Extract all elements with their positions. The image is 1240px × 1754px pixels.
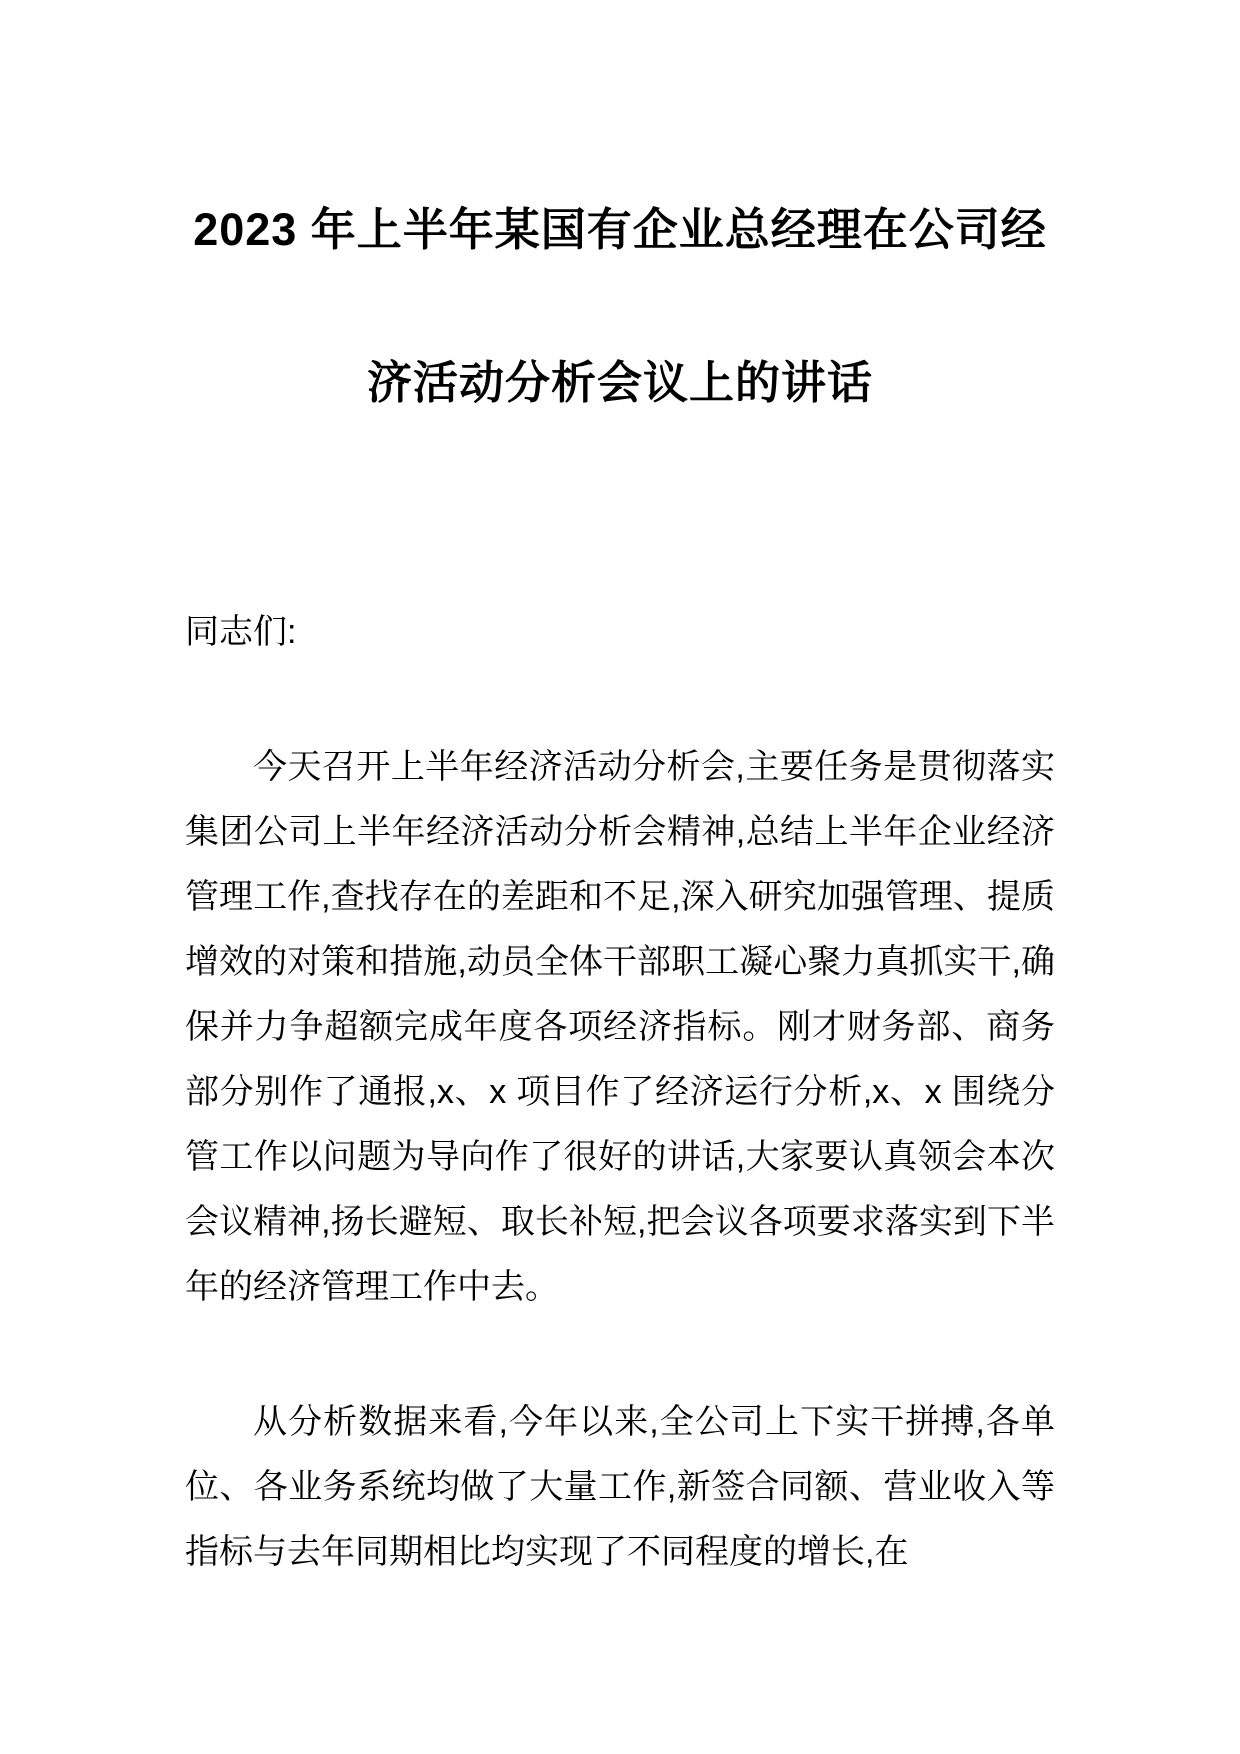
- paragraph-1: 今天召开上半年经济活动分析会,主要任务是贯彻落实集团公司上半年经济活动分析会精神,总结上半年企业经济管理工作,查找存在的差距和不足,深入研究加强管理、提质增效的对策和措施,动员全体干部职工凝心聚力真抓实干,确保并力争超额完成年度各项经济指标。刚才财务部、商务部分别作了通报,x、x 项目作了经济运行分析,x、x 围绕分管工作以问题为导向作了很好的讲话,大家要认真领会本次会议精神,扬长避短、取长补短,把会议各项要求落实到下半年的经济管理工作中去。: [185, 748, 1055, 1306]
- paragraph-2: 从分析数据来看,今年以来,全公司上下实干拼搏,各单位、各业务系统均做了大量工作,新签合同额、营业收入等指标与去年同期相比均实现了不同程度的增长,在: [185, 1403, 1055, 1571]
- document-title-line-2: 济活动分析会议上的讲话: [366, 357, 873, 408]
- salutation: 同志们:: [185, 613, 297, 651]
- document-title-line-1: 2023 年上半年某国有企业总经理在公司经: [193, 204, 1047, 255]
- document-title: [185, 153, 1055, 459]
